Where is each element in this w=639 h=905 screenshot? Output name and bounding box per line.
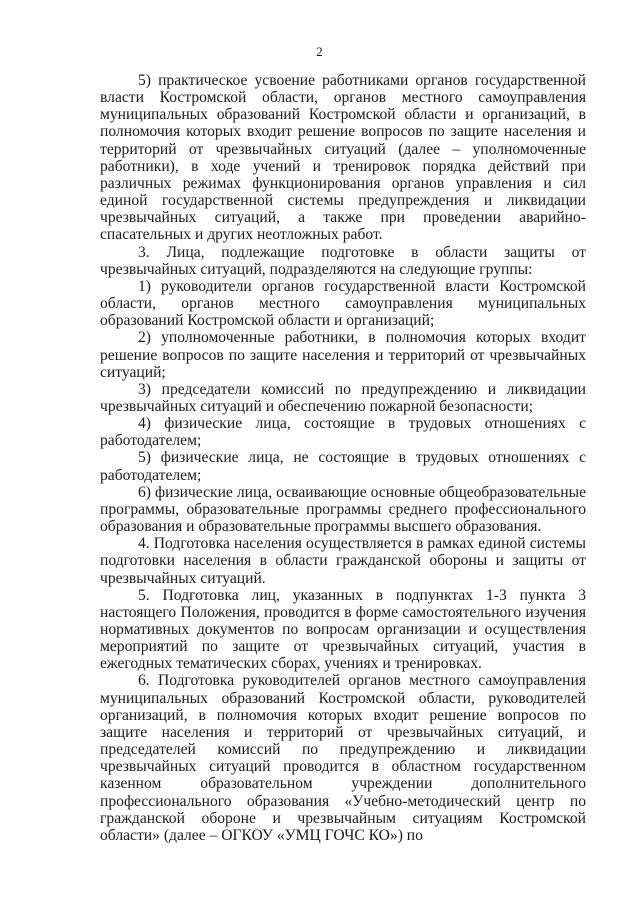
paragraph-section-4: 4. Подготовка населения осуществляется в рамках единой системы подготовки населения в области гражданской обороны и защиты от чрезвычайных ситуаций. <box>100 535 586 587</box>
paragraph-group-3-commission-chairs: 3) председатели комиссий по предупреждению и ликвидации чрезвычайных ситуаций и обеспечению пожарной безопасности; <box>100 380 586 415</box>
paragraph-group-1-heads: 1) руководители органов государственной власти Костромской области, органов местного самоуправления муниципальных образований Костромской области и организаций; <box>100 277 586 330</box>
paragraph-group-6-students: 6) физические лица, осваивающие основные общеобразовательные программы, образовательные программы среднего профессионального образования и образовательные программы высшего образования. <box>100 483 586 536</box>
page-number: 2 <box>316 44 323 59</box>
paragraph-section-6: 6. Подготовка руководителей органов местного самоуправления муниципальных образований Костромской области, руководителей организаций, в полномочия которых входит решение вопросов по защите населения и территорий от чрезвычайных ситуаций, и председателей комиссий по предупреждению и ликвидации чрезвычайных ситуаций проводится в областном государственном казенном образовательном учреждении дополнительного профессионального образования «Учебно-методический центр по гражданской обороне и чрезвычайным ситуациям Костромской области» (далее – ОГКОУ «УМЦ ГОЧС КО») по <box>100 672 586 844</box>
paragraph-item-5-practical-training: 5) практическое усвоение работниками органов государственной власти Костромской области, органов местного самоуправления муниципальных образований Костромской области и организаций, в полномочия которых входит решение вопросов по защите населения и территорий от чрезвычайных ситуаций (далее – уполномоченные работники), в ходе учений и тренировок порядка действий при различных режимах функционирования органов управления и сил единой государственной системы предупреждения и ликвидации чрезвычайных ситуаций, а также при проведении аварийно-спасательных и других неотложных работ. <box>100 72 586 244</box>
paragraph-group-2-authorized: 2) уполномоченные работники, в полномочия которых входит решение вопросов по защите населения и территорий от чрезвычайных ситуаций; <box>100 329 586 381</box>
paragraph-group-5-non-employed: 5) физические лица, не состоящие в трудовых отношениях с работодателем; <box>100 449 586 484</box>
paragraph-section-5: 5. Подготовка лиц, указанных в подпунктах 1-3 пункта 3 настоящего Положения, проводится в форме самостоятельного изучения нормативных документов по вопросам организации и осуществления мероприятий по защите от чрезвычайных ситуаций, участия в ежегодных тематических сборах, учениях и тренировках. <box>100 586 586 673</box>
paragraph-section-3-groups: 3. Лица, подлежащие подготовке в области защиты от чрезвычайных ситуаций, подразделяются на следующие группы: <box>100 243 586 278</box>
document-body <box>100 72 586 844</box>
paragraph-group-4-employed: 4) физические лица, состоящие в трудовых отношениях с работодателем; <box>100 415 586 450</box>
